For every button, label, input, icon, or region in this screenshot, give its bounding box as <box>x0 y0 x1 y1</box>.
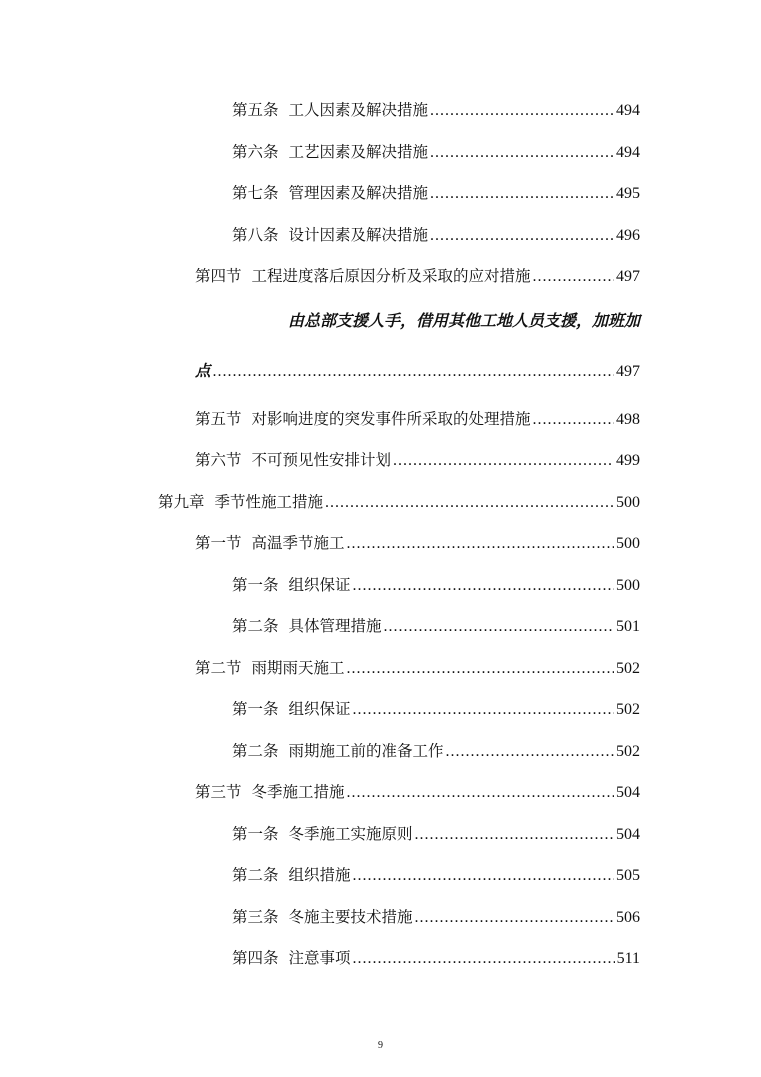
dot-leader <box>353 699 614 721</box>
toc-entry-title: 工程进度落后原因分析及采取的应对措施 <box>251 267 531 285</box>
dot-leader <box>347 782 614 804</box>
dot-leader <box>430 225 614 247</box>
toc-entry-page: 498 <box>616 410 640 428</box>
toc-entry[interactable] <box>232 823 640 845</box>
toc-entry[interactable] <box>195 265 640 287</box>
toc-entry-page: 511 <box>616 950 640 967</box>
toc-entry[interactable] <box>232 864 640 886</box>
toc-entry[interactable] <box>232 574 640 596</box>
toc-entry[interactable] <box>195 408 640 430</box>
toc-entry[interactable] <box>232 615 640 637</box>
toc-entry[interactable] <box>232 698 640 720</box>
toc-entry-number: 第一条 <box>232 700 279 718</box>
toc-entry-number: 第九章 <box>158 492 205 511</box>
toc-entry-title: 设计因素及解决措施 <box>288 225 429 244</box>
toc-entry-number: 第一条 <box>232 575 279 594</box>
toc-entry[interactable] <box>232 99 640 121</box>
toc-entry-title: 冬季施工措施 <box>251 783 345 801</box>
toc-entry-title: 冬季施工实施原则 <box>288 824 413 843</box>
dot-leader <box>430 183 614 205</box>
toc-entry-number: 第五条 <box>232 101 279 119</box>
toc-entry-page: 502 <box>616 659 640 677</box>
toc-entry-title: 雨期施工前的准备工作 <box>288 741 444 760</box>
toc-entry-title: 注意事项 <box>288 949 351 967</box>
toc-entry-page: 500 <box>616 493 640 511</box>
toc-entry-number: 第一节 <box>195 534 242 552</box>
toc-entry-title: 不可预见性安排计划 <box>251 451 392 469</box>
toc-entry-page: 495 <box>616 185 640 202</box>
dot-leader <box>213 361 614 383</box>
toc-entry[interactable] <box>195 532 640 554</box>
toc-entry-title: 组织措施 <box>288 866 351 884</box>
toc-entry-number: 第四条 <box>232 949 279 967</box>
toc-entry-page: 504 <box>616 784 640 801</box>
toc-entry-title: 对影响进度的突发事件所采取的处理措施 <box>251 409 531 428</box>
toc-entry-page: 500 <box>616 535 640 552</box>
toc-entry-page: 505 <box>616 867 640 884</box>
toc-entry[interactable] <box>232 224 640 246</box>
toc-entry-title: 具体管理措施 <box>288 617 382 635</box>
toc-entry[interactable] <box>158 491 640 513</box>
toc-entry[interactable] <box>232 906 640 928</box>
toc-entry-title: 工艺因素及解决措施 <box>288 142 429 161</box>
dot-leader <box>533 266 614 288</box>
toc-entry-number: 第六节 <box>195 451 242 469</box>
dot-leader <box>430 100 614 122</box>
dot-leader <box>353 575 614 597</box>
toc-entry[interactable] <box>195 360 640 382</box>
toc-entry-title: 冬施主要技术措施 <box>288 907 413 926</box>
toc-entry-number: 第六条 <box>232 142 279 161</box>
toc-entry-page: 494 <box>616 143 640 161</box>
dot-leader <box>446 741 614 763</box>
dot-leader <box>325 492 614 514</box>
dot-leader <box>415 907 614 929</box>
toc-entry-page: 497 <box>616 362 640 380</box>
toc-entry-number: 第二节 <box>195 658 242 677</box>
toc-entry[interactable] <box>195 449 640 471</box>
toc-entry-number: 第五节 <box>195 409 242 428</box>
toc-entry-page: 504 <box>616 825 640 843</box>
toc-entry-page: 502 <box>616 742 640 760</box>
toc-entry-number: 第四节 <box>195 267 242 285</box>
toc-entry-number: 第三节 <box>195 783 242 801</box>
toc-entry-number: 第三条 <box>232 907 279 926</box>
toc-entry-title: 组织保证 <box>288 700 351 718</box>
dot-leader <box>430 142 614 164</box>
toc-entry-number: 第一条 <box>232 824 279 843</box>
dot-leader <box>384 616 614 638</box>
toc-entry[interactable] <box>232 182 640 204</box>
toc-entry-number: 第二条 <box>232 741 279 760</box>
toc-entry-number: 第七条 <box>232 184 279 202</box>
toc-entry-title: 组织保证 <box>288 575 351 594</box>
toc-entry-title: 季节性施工措施 <box>214 492 324 511</box>
dot-leader <box>353 948 615 970</box>
toc-entry-title: 管理因素及解决措施 <box>288 184 429 202</box>
toc-entry-page: 499 <box>616 452 640 469</box>
toc-entry-page: 496 <box>616 226 640 244</box>
dot-leader <box>533 409 614 431</box>
dot-leader <box>393 450 614 472</box>
toc-entry-page: 494 <box>616 102 640 119</box>
dot-leader <box>415 824 614 846</box>
toc-entry[interactable] <box>232 947 640 969</box>
toc-entry-page: 500 <box>616 576 640 594</box>
toc-entry[interactable] <box>195 657 640 679</box>
toc-entry[interactable] <box>195 781 640 803</box>
toc-entry-number: 第二条 <box>232 866 279 884</box>
toc-entry-title: 雨期雨天施工 <box>251 658 345 677</box>
toc-entry-page: 501 <box>616 618 640 635</box>
toc-entry-number: 第八条 <box>232 225 279 244</box>
toc-heading-line: 由总部支援人手，借用其他工地人员支援，加班加 <box>287 310 640 330</box>
toc-entry-title: 高温季节施工 <box>251 534 345 552</box>
toc-entry[interactable] <box>232 740 640 762</box>
toc-entry-page: 506 <box>616 908 640 926</box>
toc-entry-page: 502 <box>616 701 640 718</box>
dot-leader <box>347 658 614 680</box>
toc-entry-title: 点 <box>195 361 211 380</box>
page-number: 9 <box>378 1040 383 1051</box>
toc-entry-page: 497 <box>616 268 640 285</box>
toc-entry-title: 工人因素及解决措施 <box>288 101 429 119</box>
toc-entry-number: 第二条 <box>232 617 279 635</box>
dot-leader <box>353 865 614 887</box>
dot-leader <box>347 533 614 555</box>
toc-entry[interactable] <box>232 141 640 163</box>
